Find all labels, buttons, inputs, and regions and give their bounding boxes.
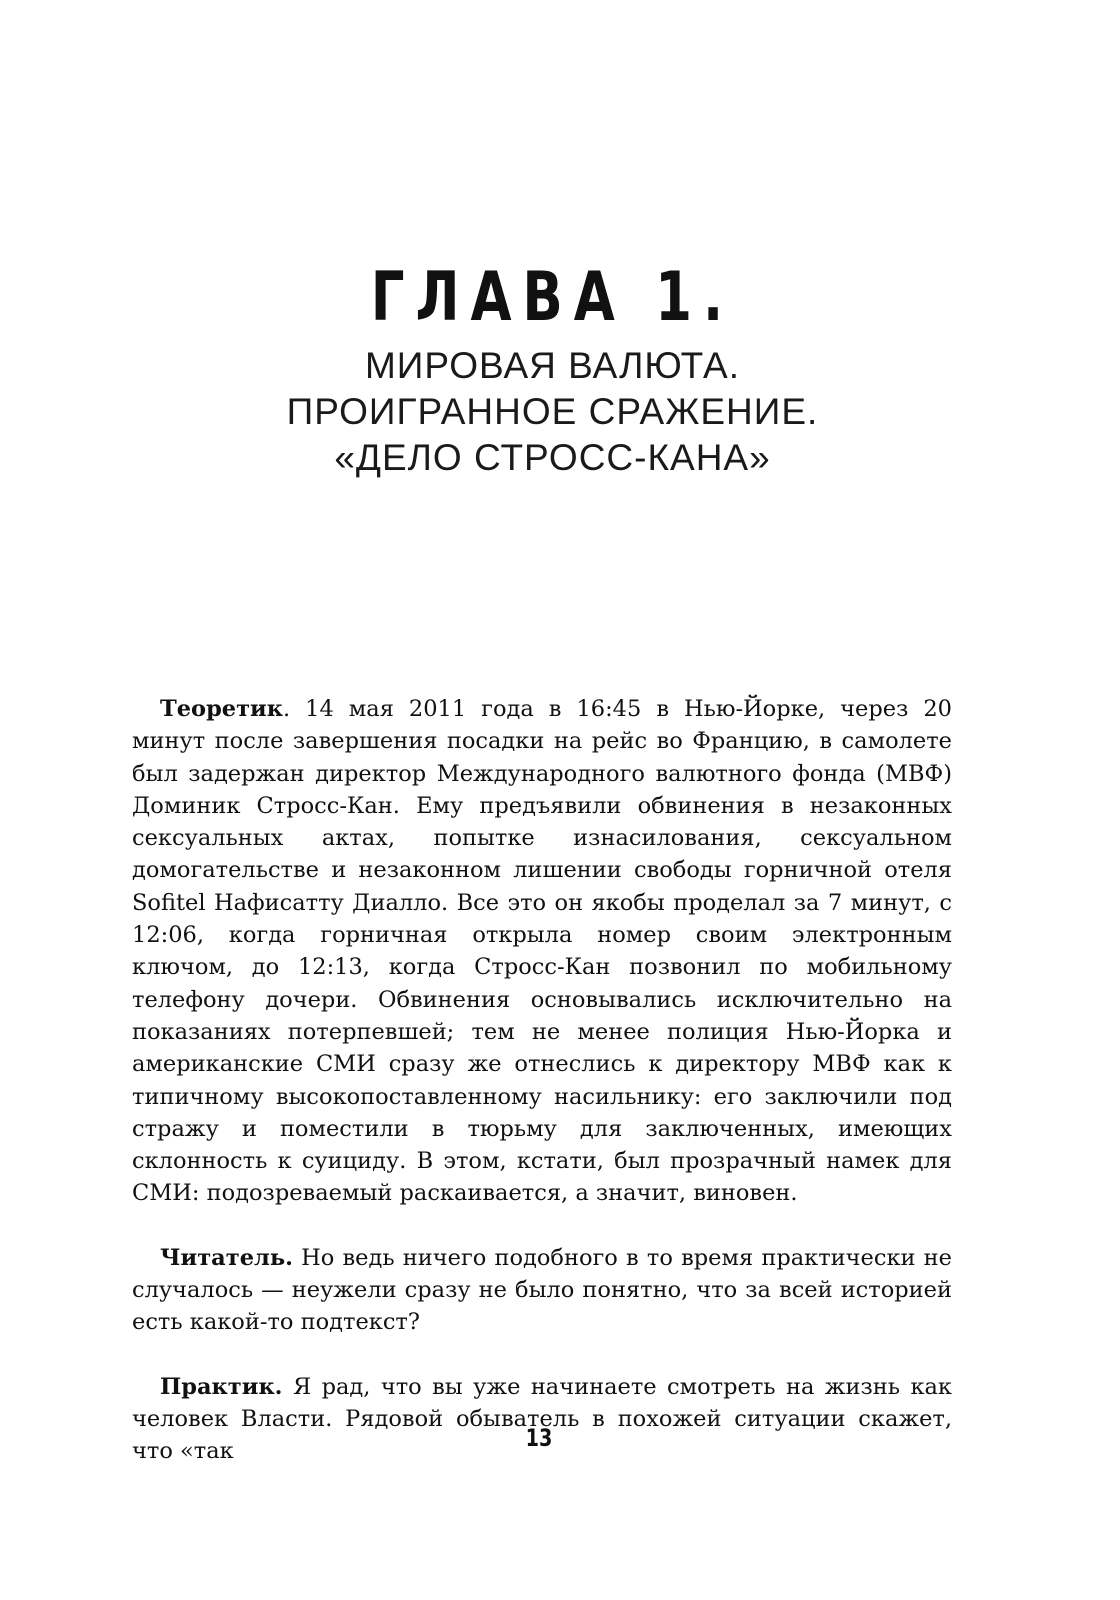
speaker-label: Читатель.	[160, 1244, 293, 1271]
page-number: 13	[525, 1424, 553, 1452]
chapter-title: ГЛАВА 1.	[370, 258, 735, 337]
paragraph-text: . 14 мая 2011 года в 16:45 в Нью-Йорке, через 20 минут после завершения посадки на рейс во Францию, в самолете был задержан директор Международного валютного фонда (МВФ) Доминик Стросс-Кан. Ему предъявили обвинения в незаконных сексуальных актах, попытке изнасилования, сексуальном домогательстве и незаконном лишении свободы горничной отеля Sofitel Нафисатту Диалло. Все это он якобы проделал за 7 минут, с 12:06, когда горничная открыла номер своим электронным ключом, до 12:13, когда Стросс-Кан позвонил по мобильному телефону дочери. Обвинения основывались исключительно на показаниях потерпевшей; тем не менее полиция Нью-Йорка и американские СМИ сразу же отнеслись к директору МВФ как к типичному высокопоставленному насильнику: его заключили под стражу и поместили в тюрьму для заключенных, имеющих склонность к суициду. В этом, кстати, был прозрачный намек для СМИ: подозреваемый раскаивается, а значит, виновен.	[132, 696, 952, 1207]
paragraph-theorist	[132, 693, 952, 1210]
subtitle-line: «ДЕЛО СТРОСС-КАНА»	[334, 437, 771, 478]
subtitle-line: ПРОИГРАННОЕ СРАЖЕНИЕ.	[286, 391, 819, 432]
paragraph-reader	[132, 1242, 952, 1339]
chapter-subtitle	[0, 343, 1105, 481]
body-text	[132, 693, 952, 1468]
paragraph-text: Но ведь ничего подобного в то время практически не случалось — неужели сразу не было понятно, что за всей историей есть какой-то подтекст?	[132, 1244, 952, 1336]
paragraph-text: Я рад, что вы уже начинаете смотреть на жизнь как человек Власти. Рядовой обыватель в похожей ситуации скажет, что «так	[132, 1373, 952, 1465]
speaker-label: Теоретик	[160, 696, 283, 722]
speaker-label: Практик.	[160, 1373, 283, 1400]
paragraph-practitioner	[132, 1371, 952, 1468]
subtitle-line: МИРОВАЯ ВАЛЮТА.	[364, 345, 741, 386]
